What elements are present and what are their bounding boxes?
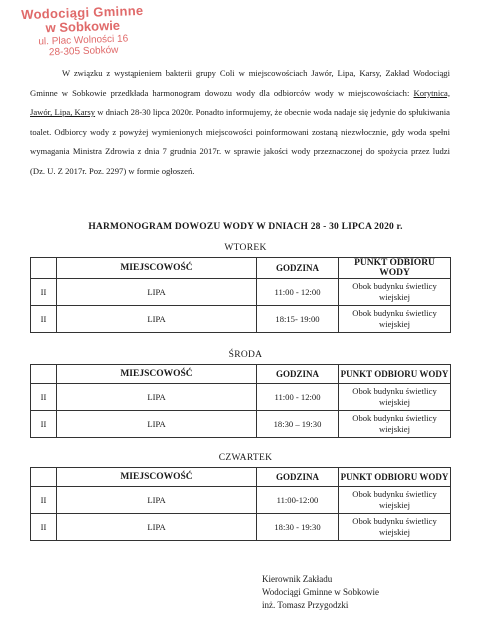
- header-time: GODZINA: [257, 258, 339, 279]
- cell-num: II: [31, 487, 57, 514]
- header-place: MIEJSCOWOŚĆ: [57, 365, 257, 384]
- signature-line-1: Kierownik Zakładu: [262, 574, 333, 584]
- underlined-localities: Korytnica, Jawór, Lipa, Karsy: [30, 87, 450, 117]
- signature-block: [262, 573, 379, 612]
- announcement-body: [30, 64, 450, 181]
- header-time: GODZINA: [257, 468, 339, 487]
- header-place: MIEJSCOWOŚĆ: [57, 258, 257, 279]
- cell-point: Obok budynku świetlicy wiejskiej: [339, 384, 451, 411]
- cell-place: LIPA: [57, 411, 257, 438]
- table-row: [31, 306, 451, 333]
- header-point: PUNKT ODBIORU WODY: [339, 258, 451, 279]
- day-label-thursday: CZWARTEK: [218, 453, 273, 463]
- header-num: [31, 468, 57, 487]
- schedule-title: HARMONOGRAM DOWOZU WODY W DNIACH 28 - 30 LIPCA 2020 r.: [88, 222, 403, 232]
- cell-num: II: [31, 514, 57, 541]
- cell-point: Obok budynku świetlicy wiejskiej: [339, 411, 451, 438]
- paragraph-2-text: Ponadto informujemy, że obecnie woda nadaje się jedynie do spłukiwania toalet. Odbiorcy wody z powyżej wymienionych miejscowości poinformowani zostaną niezwłocznie, gdy woda spełni wymagania Ministra Zdrowia z dnia 7 grudnia 2017r. w sprawie jakości wody przeznaczonej do spożycia przez ludzi (Dz. U. Z 2017r. Poz. 2297) w formie ogłoszeń.: [30, 107, 450, 176]
- table-row: [31, 514, 451, 541]
- schedule-table-wednesday: [30, 364, 451, 438]
- signature-line-2: Wodociągi Gminne w Sobkowie: [262, 587, 380, 597]
- cell-time: 18:30 – 19:30: [257, 411, 339, 438]
- cell-time: 11:00 - 12:00: [257, 279, 339, 306]
- signature-line-3: inż. Tomasz Przygodzki: [262, 600, 349, 610]
- cell-num: II: [31, 279, 57, 306]
- paragraph-1-end: w dniach 28-30 lipca 2020r.: [97, 107, 194, 117]
- table-row: [31, 279, 451, 306]
- cell-num: II: [31, 411, 57, 438]
- cell-time: 18:15- 19:00: [257, 306, 339, 333]
- header-num: [31, 365, 57, 384]
- header-point: PUNKT ODBIORU WODY: [339, 468, 451, 487]
- cell-num: II: [31, 384, 57, 411]
- header-time: GODZINA: [257, 365, 339, 384]
- cell-place: LIPA: [57, 279, 257, 306]
- stamp-line-2: w Sobkowie: [45, 17, 121, 35]
- table-row: [31, 411, 451, 438]
- day-label-wednesday: ŚRODA: [228, 350, 263, 360]
- cell-place: LIPA: [57, 487, 257, 514]
- cell-time: 18:30 - 19:30: [257, 514, 339, 541]
- stamp-line-3: ul. Plac Wolności 16: [38, 33, 129, 48]
- header-point: PUNKT ODBIORU WODY: [339, 365, 451, 384]
- cell-place: LIPA: [57, 384, 257, 411]
- table-row: [31, 487, 451, 514]
- stamp-line-1: Wodociągi Gminne: [20, 2, 144, 23]
- schedule-table-thursday: [30, 467, 451, 541]
- table-header-row: [31, 365, 451, 384]
- cell-point: Obok budynku świetlicy wiejskiej: [339, 487, 451, 514]
- header-place: MIEJSCOWOŚĆ: [57, 468, 257, 487]
- cell-place: LIPA: [57, 306, 257, 333]
- table-row: [31, 384, 451, 411]
- cell-point: Obok budynku świetlicy wiejskiej: [339, 306, 451, 333]
- stamp-line-4: 28-305 Sobków: [48, 44, 119, 58]
- cell-time: 11:00 - 12:00: [257, 384, 339, 411]
- cell-time: 11:00-12:00: [257, 487, 339, 514]
- cell-place: LIPA: [57, 514, 257, 541]
- cell-num: II: [31, 306, 57, 333]
- paragraph-1-text: W związku z wystąpieniem bakterii grupy Coli w miejscowościach Jawór, Lipa, Karsy, Zakład Wodociągi Gminne w Sobkowie przedkłada harmonogram dowozu wody dla odbiorców wody w miejscowościach:: [30, 68, 450, 98]
- company-stamp: [7, 3, 159, 59]
- schedule-table-tuesday: [30, 257, 451, 333]
- cell-point: Obok budynku świetlicy wiejskiej: [339, 514, 451, 541]
- header-num: [31, 258, 57, 279]
- day-label-tuesday: WTOREK: [224, 243, 267, 253]
- table-header-row: [31, 258, 451, 279]
- paragraph-1: [30, 64, 450, 181]
- table-header-row: [31, 468, 451, 487]
- cell-point: Obok budynku świetlicy wiejskiej: [339, 279, 451, 306]
